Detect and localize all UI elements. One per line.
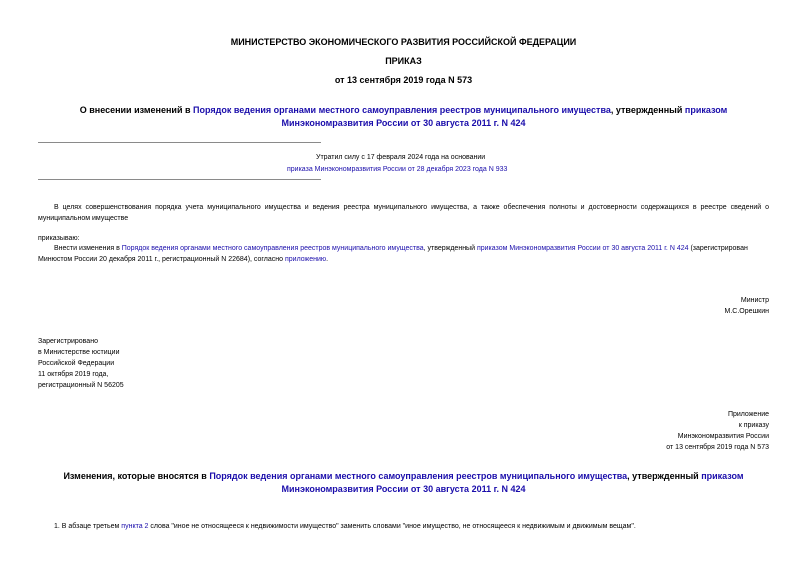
item-1-text: слова "иное не относящееся к недвижимости имущество" заменить словами "иное имущество, не относящееся к недвижимым и движимым вещам".: [148, 523, 636, 530]
title-link-order-424[interactable]: приказом Минэкономразвития России от 30 августа 2011 г. N 424: [281, 105, 728, 128]
order-paragraph-mid: , утвержденный: [423, 245, 477, 252]
changes-heading-line2: [0, 483, 807, 496]
notice-line1: Утратил силу с 17 февраля 2024 года на основании: [316, 154, 486, 161]
doc-type-heading: ПРИКАЗ: [385, 56, 422, 66]
changes-middle: , утвержденный: [627, 471, 702, 481]
notice-top-divider: [38, 142, 321, 143]
item-1-prefix: 1. В абзаце третьем: [54, 523, 122, 530]
order-paragraph: [38, 243, 769, 265]
registration-line5: регистрационный N 56205: [38, 382, 124, 389]
changes-heading-line1: [0, 470, 807, 483]
changes-link-order-b[interactable]: Минэкономразвития России от 30 августа 2011 г. N 424: [281, 484, 526, 494]
appendix-line4: от 13 сентября 2019 года N 573: [666, 444, 769, 451]
notice-link-order-933[interactable]: приказа Минэкономразвития России от 28 декабря 2023 года N 933: [287, 166, 508, 173]
signature-name: М.С.Орешкин: [724, 308, 769, 315]
order-paragraph-suffix: (зарегистрирован Минюстом России 20 декабря 2011 г., регистрационный N 22684), согласно: [38, 245, 748, 263]
order-word: приказываю:: [38, 235, 80, 242]
title-middle: , утвержденный: [610, 105, 685, 115]
registration-line2: в Министерстве юстиции: [38, 349, 120, 356]
title-link-procedure[interactable]: Порядок ведения органами местного самоуправления реестров муниципального имущества: [193, 105, 611, 115]
order-link-procedure[interactable]: Порядок ведения органами местного самоуправления реестров муниципального имущества: [121, 245, 424, 252]
changes-prefix: Изменения, которые вносятся в: [63, 471, 210, 481]
appendix-line1: Приложение: [727, 411, 769, 418]
registration-line3: Российской Федерации: [38, 360, 115, 367]
doc-date-number: от 13 сентября 2019 года N 573: [334, 75, 473, 85]
appendix-line2: к приказу: [738, 422, 769, 429]
notice-bottom-divider: [38, 179, 321, 180]
changes-link-order-a[interactable]: приказом: [701, 471, 744, 481]
item-1-paragraph: [54, 521, 636, 532]
registration-line1: Зарегистрировано: [38, 338, 98, 345]
appendix-line3: Минэкономразвития России: [677, 433, 769, 440]
title-prefix: О внесении изменений в: [79, 105, 194, 115]
preamble-paragraph: В целях совершенствования порядка учета муниципального имущества и ведения реестра муниципального имущества, а также обеспечения полноты и достоверности содержащихся в реестре сведений о муниципальном имуществе: [38, 204, 769, 222]
item-1-link-clause-2[interactable]: пункта 2: [121, 523, 149, 530]
signature-position: Министр: [740, 297, 769, 304]
ministry-heading: МИНИСТЕРСТВО ЭКОНОМИЧЕСКОГО РАЗВИТИЯ РОССИЙСКОЙ ФЕДЕРАЦИИ: [230, 37, 577, 47]
order-paragraph-prefix: Внести изменения в: [54, 245, 122, 252]
registration-line4: 11 октября 2019 года,: [38, 371, 109, 378]
order-link-appendix[interactable]: приложению: [284, 256, 327, 263]
document-title: [38, 104, 769, 130]
changes-link-procedure[interactable]: Порядок ведения органами местного самоуправления реестров муниципального имущества: [209, 471, 628, 481]
order-link-order-424[interactable]: приказом Минэкономразвития России от 30 августа 2011 г. N 424: [476, 245, 689, 252]
order-paragraph-end: .: [326, 256, 329, 263]
